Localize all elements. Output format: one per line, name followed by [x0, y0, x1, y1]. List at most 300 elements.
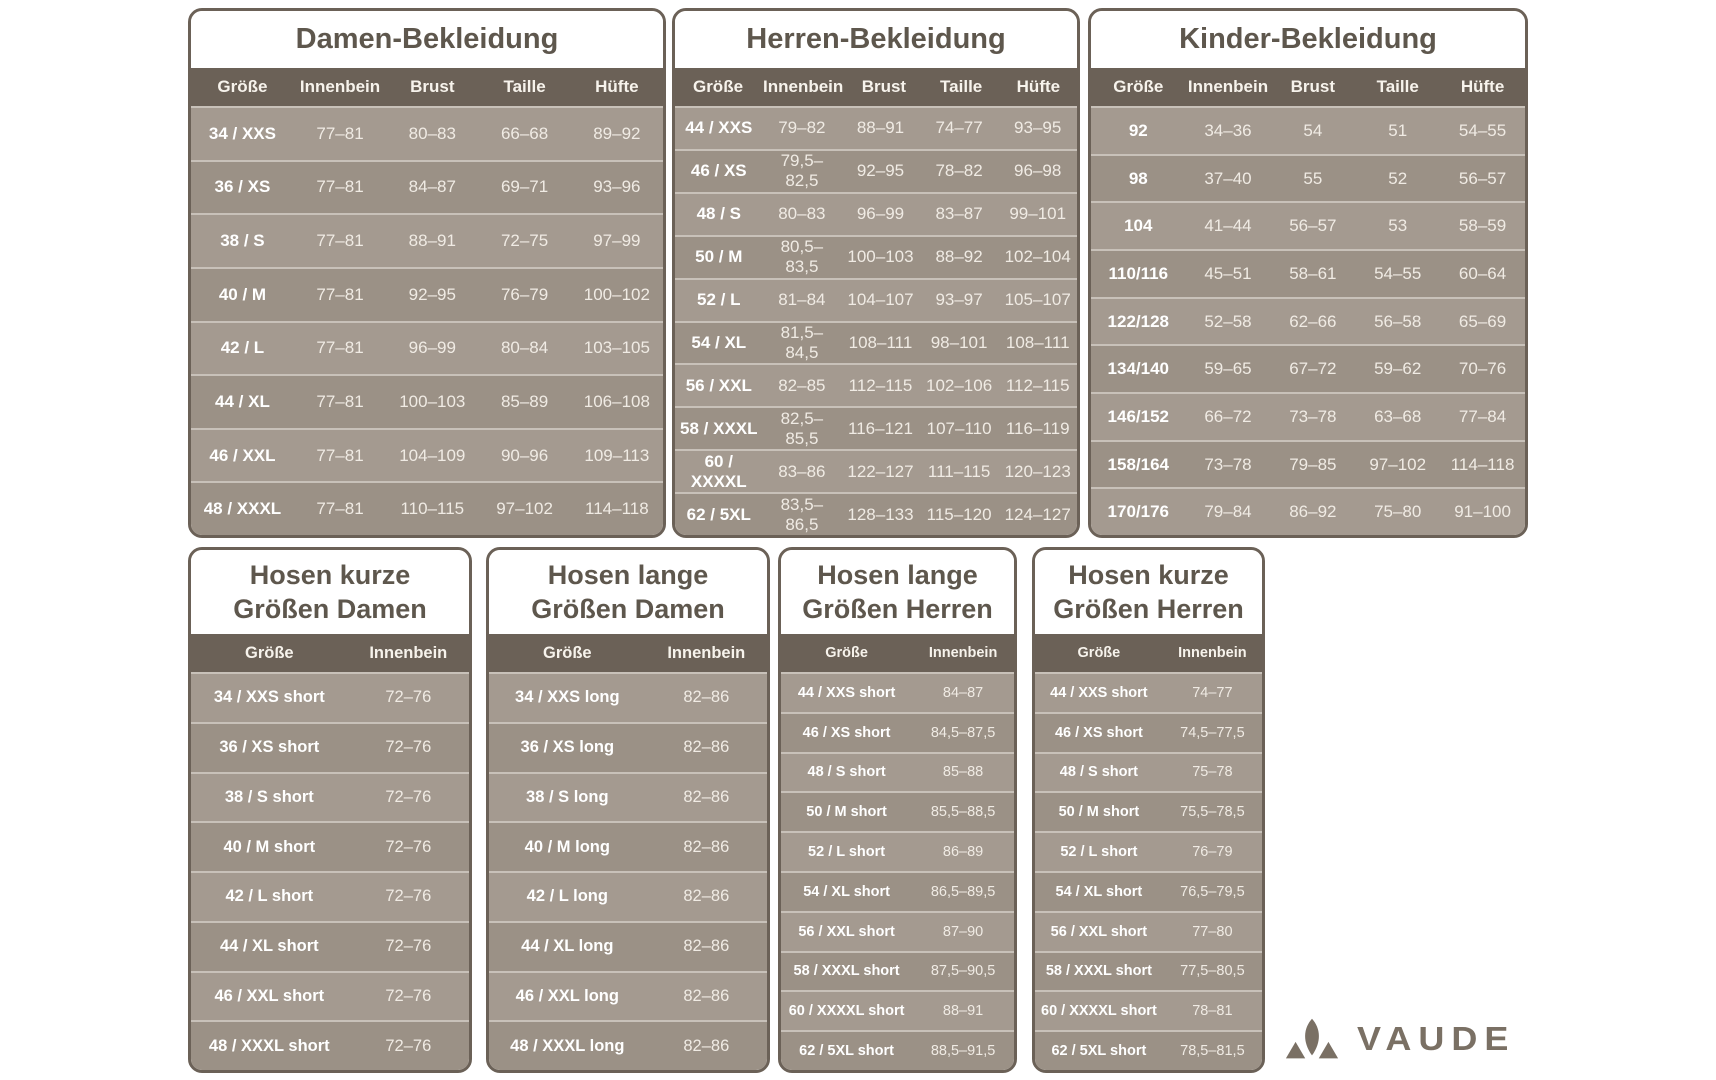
value-cell: 72–76 [385, 937, 432, 956]
table-body [191, 108, 663, 535]
table-header-row [675, 68, 1077, 108]
table-title-line: Hosen lange [817, 560, 978, 590]
value-cell: 34–36 [1204, 120, 1252, 140]
value-cell: 78–82 [935, 161, 983, 181]
table-row [675, 278, 1077, 321]
value-cell: 82–86 [683, 837, 730, 856]
value-cell: 89–92 [593, 123, 641, 143]
value-cell: 92–95 [856, 161, 905, 181]
size-cell: 44 / XXS [685, 118, 753, 138]
value-cell: 84,5–87,5 [930, 724, 996, 741]
value-cell: 54–55 [1458, 120, 1507, 140]
value-cell: 56–57 [1289, 216, 1337, 236]
value-cell: 100–103 [847, 247, 914, 267]
value-cell: 54–55 [1374, 263, 1422, 283]
table-header-row [489, 634, 767, 674]
value-cell: 52 [1388, 168, 1408, 188]
value-cell: 80–84 [500, 338, 549, 358]
value-cell: 107–110 [926, 418, 992, 438]
value-cell: 77–81 [316, 391, 364, 411]
column-header: Hüfte [595, 77, 639, 96]
size-cell: 122/128 [1107, 311, 1169, 331]
table-title-line: Kinder-Bekleidung [1179, 23, 1437, 55]
value-cell: 112–115 [848, 375, 913, 395]
table-row [489, 971, 767, 1021]
size-cell: 46 / XS [690, 161, 747, 181]
value-cell: 72–76 [385, 986, 432, 1005]
value-cell: 108–111 [848, 332, 913, 352]
value-cell: 73–78 [1289, 406, 1337, 426]
value-cell: 45–51 [1204, 263, 1252, 283]
table-row [191, 213, 663, 267]
value-cell: 69–71 [500, 177, 549, 197]
column-header: Brust [861, 77, 907, 96]
size-cell: 62 / 5XL [686, 504, 751, 524]
value-cell: 97–99 [593, 231, 641, 251]
column-header: Innenbein [763, 77, 844, 96]
value-cell: 90–96 [500, 445, 549, 465]
size-cell: 110/116 [1108, 263, 1169, 283]
value-cell: 112–115 [1005, 375, 1070, 395]
value-cell: 103–105 [583, 338, 650, 358]
table-title-line: Größen Herren [1053, 594, 1244, 624]
column-header: Größe [217, 77, 268, 96]
value-cell: 77–81 [316, 123, 364, 143]
value-cell: 74–77 [935, 118, 983, 138]
size-cell: 60 / XXXXL [690, 451, 747, 491]
value-cell: 76–79 [1192, 844, 1233, 861]
value-cell: 86–89 [942, 844, 984, 861]
table-row [1091, 108, 1525, 154]
column-header: Größe [692, 77, 744, 96]
table-title [781, 550, 1014, 634]
value-cell: 59–65 [1204, 359, 1252, 379]
size-table-hosen-kurze-groessen-herren [1032, 547, 1265, 1073]
table-header-row [1091, 68, 1525, 108]
column-header: Größe [825, 645, 868, 661]
table-row [191, 971, 469, 1021]
table-header-row [191, 68, 663, 108]
table-row [781, 712, 1014, 752]
value-cell: 58–59 [1458, 216, 1507, 236]
size-cell: 52 / L short [808, 844, 886, 861]
size-cell: 34 / XXS [208, 123, 276, 143]
size-table-hosen-kurze-groessen-damen [188, 547, 472, 1073]
size-cell: 46 / XXL long [515, 986, 619, 1005]
table-row [675, 192, 1077, 235]
table-row [191, 267, 663, 321]
value-cell: 88–91 [408, 231, 456, 251]
table-body [1035, 674, 1262, 1070]
value-cell: 88,5–91,5 [930, 1043, 996, 1060]
table-row [781, 871, 1014, 911]
column-header: Hüfte [1460, 77, 1505, 96]
value-cell: 82–86 [683, 738, 730, 757]
value-cell: 54 [1303, 120, 1323, 140]
value-cell: 99–101 [1009, 204, 1067, 224]
size-cell: 50 / M short [806, 804, 887, 821]
size-cell: 38 / S long [526, 787, 609, 806]
value-cell: 59–62 [1374, 359, 1422, 379]
value-cell: 72–76 [385, 1036, 432, 1055]
value-cell: 97–102 [496, 499, 553, 519]
table-title [1035, 550, 1262, 634]
table-row [781, 674, 1014, 712]
size-cell: 36 / XS [214, 177, 271, 197]
size-cell: 36 / XS long [520, 738, 615, 757]
value-cell: 110–115 [400, 499, 465, 519]
size-cell: 48 / XXXL short [208, 1036, 330, 1055]
value-cell: 82–86 [683, 688, 730, 707]
column-header: Innenbein [1178, 645, 1247, 661]
table-title-line: Größen Damen [233, 594, 427, 624]
value-cell: 52–58 [1204, 311, 1252, 331]
table-title [675, 11, 1077, 68]
value-cell: 82–86 [683, 937, 730, 956]
value-cell: 77–81 [316, 284, 364, 304]
value-cell: 80,5–83,5 [780, 237, 824, 277]
value-cell: 74,5–77,5 [1180, 724, 1245, 741]
size-cell: 104 [1124, 216, 1153, 236]
column-header: Größe [245, 643, 294, 662]
column-header: Hüfte [1016, 77, 1061, 96]
table-row [675, 321, 1077, 364]
value-cell: 63–68 [1374, 406, 1422, 426]
size-cell: 44 / XL short [219, 937, 319, 956]
size-cell: 42 / L long [526, 887, 608, 906]
table-row [489, 921, 767, 971]
value-cell: 81–84 [778, 290, 826, 310]
value-cell: 85–89 [500, 391, 549, 411]
value-cell: 79–84 [1204, 502, 1252, 522]
value-cell: 79–85 [1289, 454, 1337, 474]
value-cell: 83,5–86,5 [780, 494, 824, 534]
value-cell: 104–107 [847, 290, 914, 310]
table-row [1035, 674, 1262, 712]
value-cell: 77–81 [316, 177, 364, 197]
value-cell: 80–83 [408, 123, 456, 143]
table-body [781, 674, 1014, 1070]
size-cell: 98 [1128, 168, 1148, 188]
value-cell: 79,5–82,5 [780, 151, 824, 191]
table-title-line: Hosen kurze [1068, 560, 1229, 590]
size-cell: 54 / XL [691, 332, 747, 352]
size-cell: 92 [1128, 120, 1148, 140]
table-row [675, 492, 1077, 535]
value-cell: 82–86 [683, 787, 730, 806]
size-cell: 48 / S short [807, 764, 886, 781]
value-cell: 88–91 [942, 1003, 984, 1020]
value-cell: 77–81 [316, 338, 364, 358]
table-title [191, 550, 469, 634]
vaude-logo-mark [1283, 1014, 1341, 1064]
size-cell: 54 / XL short [1055, 883, 1143, 900]
table-row [191, 374, 663, 428]
value-cell: 87–90 [942, 923, 984, 940]
value-cell: 76–79 [500, 284, 549, 304]
value-cell: 108–111 [1005, 332, 1070, 352]
value-cell: 70–76 [1458, 359, 1507, 379]
table-row [191, 772, 469, 822]
value-cell: 128–133 [847, 504, 914, 524]
value-cell: 41–44 [1204, 216, 1252, 236]
value-cell: 37–40 [1204, 168, 1252, 188]
value-cell: 75–78 [1192, 764, 1233, 781]
value-cell: 74–77 [1192, 684, 1233, 701]
size-cell: 44 / XXS short [1050, 684, 1148, 701]
table-header-row [191, 634, 469, 674]
size-cell: 42 / L [220, 338, 265, 358]
value-cell: 86,5–89,5 [930, 883, 996, 900]
value-cell: 109–113 [584, 445, 650, 465]
vaude-logo [1283, 1008, 1523, 1070]
value-cell: 93–97 [935, 290, 983, 310]
value-cell: 72–76 [385, 837, 432, 856]
table-row [1091, 154, 1525, 202]
size-table-herren-bekleidung [672, 8, 1080, 538]
value-cell: 77–81 [316, 231, 364, 251]
value-cell: 80–83 [778, 204, 826, 224]
size-cell: 44 / XL [215, 391, 270, 411]
size-cell: 46 / XS short [1054, 724, 1143, 741]
size-cell: 40 / M short [223, 837, 316, 856]
value-cell: 55 [1303, 168, 1323, 188]
value-cell: 111–115 [927, 461, 991, 481]
table-row [1091, 487, 1525, 535]
table-row [781, 990, 1014, 1030]
table-row [191, 921, 469, 971]
value-cell: 72–76 [385, 887, 432, 906]
value-cell: 96–99 [856, 204, 905, 224]
table-row [781, 752, 1014, 792]
table-title-line: Hosen kurze [249, 560, 411, 590]
table-row [489, 821, 767, 871]
size-cell: 38 / S short [224, 787, 314, 806]
table-row [191, 674, 469, 722]
value-cell: 124–127 [1004, 504, 1071, 524]
size-cell: 48 / S [696, 204, 741, 224]
column-header: Taille [503, 77, 546, 96]
value-cell: 77–84 [1458, 406, 1507, 426]
table-body [1091, 108, 1525, 535]
table-row [1091, 249, 1525, 297]
value-cell: 120–123 [1004, 461, 1071, 481]
table-title [191, 11, 663, 68]
value-cell: 88–91 [856, 118, 905, 138]
value-cell: 96–98 [1014, 161, 1062, 181]
value-cell: 102–104 [1004, 247, 1071, 267]
size-cell: 62 / 5XL short [799, 1043, 894, 1060]
table-row [781, 791, 1014, 831]
value-cell: 97–102 [1369, 454, 1427, 474]
value-cell: 83–87 [935, 204, 983, 224]
value-cell: 72–76 [385, 738, 432, 757]
column-header: Innenbein [1187, 77, 1269, 96]
size-cell: 158/164 [1107, 454, 1169, 474]
value-cell: 114–118 [585, 499, 649, 519]
table-row [781, 911, 1014, 951]
value-cell: 51 [1388, 120, 1408, 140]
value-cell: 106–108 [583, 391, 650, 411]
value-cell: 83–86 [778, 461, 826, 481]
size-table-hosen-lange-groessen-herren [778, 547, 1017, 1073]
value-cell: 114–118 [1450, 454, 1515, 474]
column-header: Größe [1113, 77, 1164, 96]
size-cell: 134/140 [1107, 359, 1169, 379]
table-row [1091, 344, 1525, 392]
table-row [1035, 951, 1262, 991]
size-cell: 60 / XXXXL short [1041, 1003, 1157, 1020]
value-cell: 116–121 [848, 418, 913, 438]
value-cell: 93–96 [593, 177, 641, 197]
value-cell: 102–106 [925, 375, 993, 395]
table-row [1035, 871, 1262, 911]
table-row [191, 722, 469, 772]
size-cell: 40 / M [218, 284, 267, 304]
column-header: Taille [1376, 77, 1419, 96]
size-cell: 34 / XXS short [213, 688, 325, 707]
table-row [1035, 911, 1262, 951]
value-cell: 58–61 [1289, 263, 1337, 283]
value-cell: 82–86 [683, 887, 730, 906]
value-cell: 73–78 [1204, 454, 1252, 474]
table-body [489, 674, 767, 1070]
size-cell: 50 / M short [1058, 804, 1140, 821]
size-cell: 58 / XXXL short [1045, 963, 1152, 980]
size-cell: 58 / XXXL [680, 418, 758, 438]
table-row [489, 871, 767, 921]
size-table-kinder-bekleidung [1088, 8, 1528, 538]
size-cell: 56 / XXL [685, 375, 752, 395]
table-title [1091, 11, 1525, 68]
value-cell: 116–119 [1005, 418, 1070, 438]
table-row [781, 1030, 1014, 1070]
value-cell: 82–86 [683, 1036, 730, 1055]
table-title [489, 550, 767, 634]
value-cell: 67–72 [1289, 359, 1337, 379]
table-body [675, 108, 1077, 535]
value-cell: 122–127 [847, 461, 914, 481]
value-cell: 72–76 [385, 688, 432, 707]
size-cell: 48 / S short [1059, 764, 1138, 781]
size-cell: 54 / XL short [803, 883, 890, 900]
value-cell: 100–102 [583, 284, 650, 304]
size-cell: 48 / XXXL [203, 499, 282, 519]
value-cell: 75–80 [1374, 502, 1422, 522]
size-cell: 50 / M [695, 247, 743, 267]
table-row [675, 449, 1077, 492]
size-cell: 34 / XXS long [515, 688, 620, 707]
table-row [489, 722, 767, 772]
column-header: Brust [1290, 77, 1336, 96]
table-row [1035, 990, 1262, 1030]
value-cell: 78–81 [1192, 1003, 1233, 1020]
table-row [1035, 831, 1262, 871]
size-cell: 36 / XS short [219, 738, 320, 757]
value-cell: 92–95 [408, 284, 456, 304]
value-cell: 82,5–85,5 [780, 408, 824, 448]
size-table-damen-bekleidung [188, 8, 666, 538]
value-cell: 56–58 [1374, 311, 1422, 331]
column-header: Innenbein [928, 645, 998, 661]
size-table-hosen-lange-groessen-damen [486, 547, 770, 1073]
value-cell: 72–76 [385, 787, 432, 806]
column-header: Brust [410, 77, 455, 96]
value-cell: 56–57 [1458, 168, 1507, 188]
value-cell: 77–80 [1192, 923, 1233, 940]
table-row [191, 428, 663, 482]
table-row [191, 321, 663, 375]
table-title-line: Hosen lange [547, 560, 709, 590]
table-title-line: Größen Damen [531, 594, 725, 624]
size-cell: 146/152 [1107, 406, 1169, 426]
table-row [1091, 297, 1525, 345]
table-row [675, 235, 1077, 278]
value-cell: 104–109 [399, 445, 466, 465]
table-row [191, 871, 469, 921]
column-header: Innenbein [299, 77, 381, 96]
table-row [191, 821, 469, 871]
size-cell: 40 / M long [524, 837, 610, 856]
table-body [191, 674, 469, 1070]
column-header: Innenbein [369, 643, 448, 662]
value-cell: 66–68 [500, 123, 549, 143]
table-row [191, 1020, 469, 1070]
table-row [675, 363, 1077, 406]
value-cell: 86–92 [1289, 502, 1337, 522]
table-row [1035, 712, 1262, 752]
value-cell: 84–87 [942, 684, 984, 701]
value-cell: 72–75 [500, 231, 549, 251]
value-cell: 88–92 [935, 247, 983, 267]
size-cell: 48 / XXXL long [510, 1036, 625, 1055]
size-cell: 38 / S [220, 231, 265, 251]
vaude-wordmark: VAUDE [1357, 1019, 1516, 1058]
value-cell: 85–88 [942, 764, 984, 781]
size-cell: 62 / 5XL short [1051, 1043, 1147, 1060]
size-cell: 46 / XXL [209, 445, 276, 465]
table-row [1035, 752, 1262, 792]
value-cell: 105–107 [1004, 290, 1071, 310]
table-row [1091, 201, 1525, 249]
table-row [191, 160, 663, 214]
value-cell: 96–99 [408, 338, 456, 358]
size-cell: 44 / XL long [521, 937, 614, 956]
size-cell: 56 / XXL short [1050, 923, 1148, 940]
table-row [1091, 440, 1525, 488]
size-cell: 170/176 [1107, 502, 1169, 522]
value-cell: 65–69 [1458, 311, 1507, 331]
size-cell: 42 / L short [225, 887, 314, 906]
size-cell: 60 / XXXXL short [788, 1003, 905, 1020]
value-cell: 85,5–88,5 [930, 804, 996, 821]
value-cell: 79–82 [778, 118, 826, 138]
table-row [1091, 392, 1525, 440]
table-row [489, 674, 767, 722]
size-cell: 58 / XXXL short [793, 963, 900, 980]
value-cell: 82–85 [778, 375, 826, 395]
table-row [1035, 791, 1262, 831]
table-row [675, 149, 1077, 192]
table-row [1035, 1030, 1262, 1070]
value-cell: 84–87 [408, 177, 456, 197]
size-cell: 46 / XS short [802, 724, 891, 741]
size-cell: 56 / XXL short [798, 923, 895, 940]
value-cell: 53 [1388, 216, 1408, 236]
size-cell: 52 / L [697, 290, 741, 310]
value-cell: 100–103 [399, 391, 466, 411]
table-row [675, 406, 1077, 449]
